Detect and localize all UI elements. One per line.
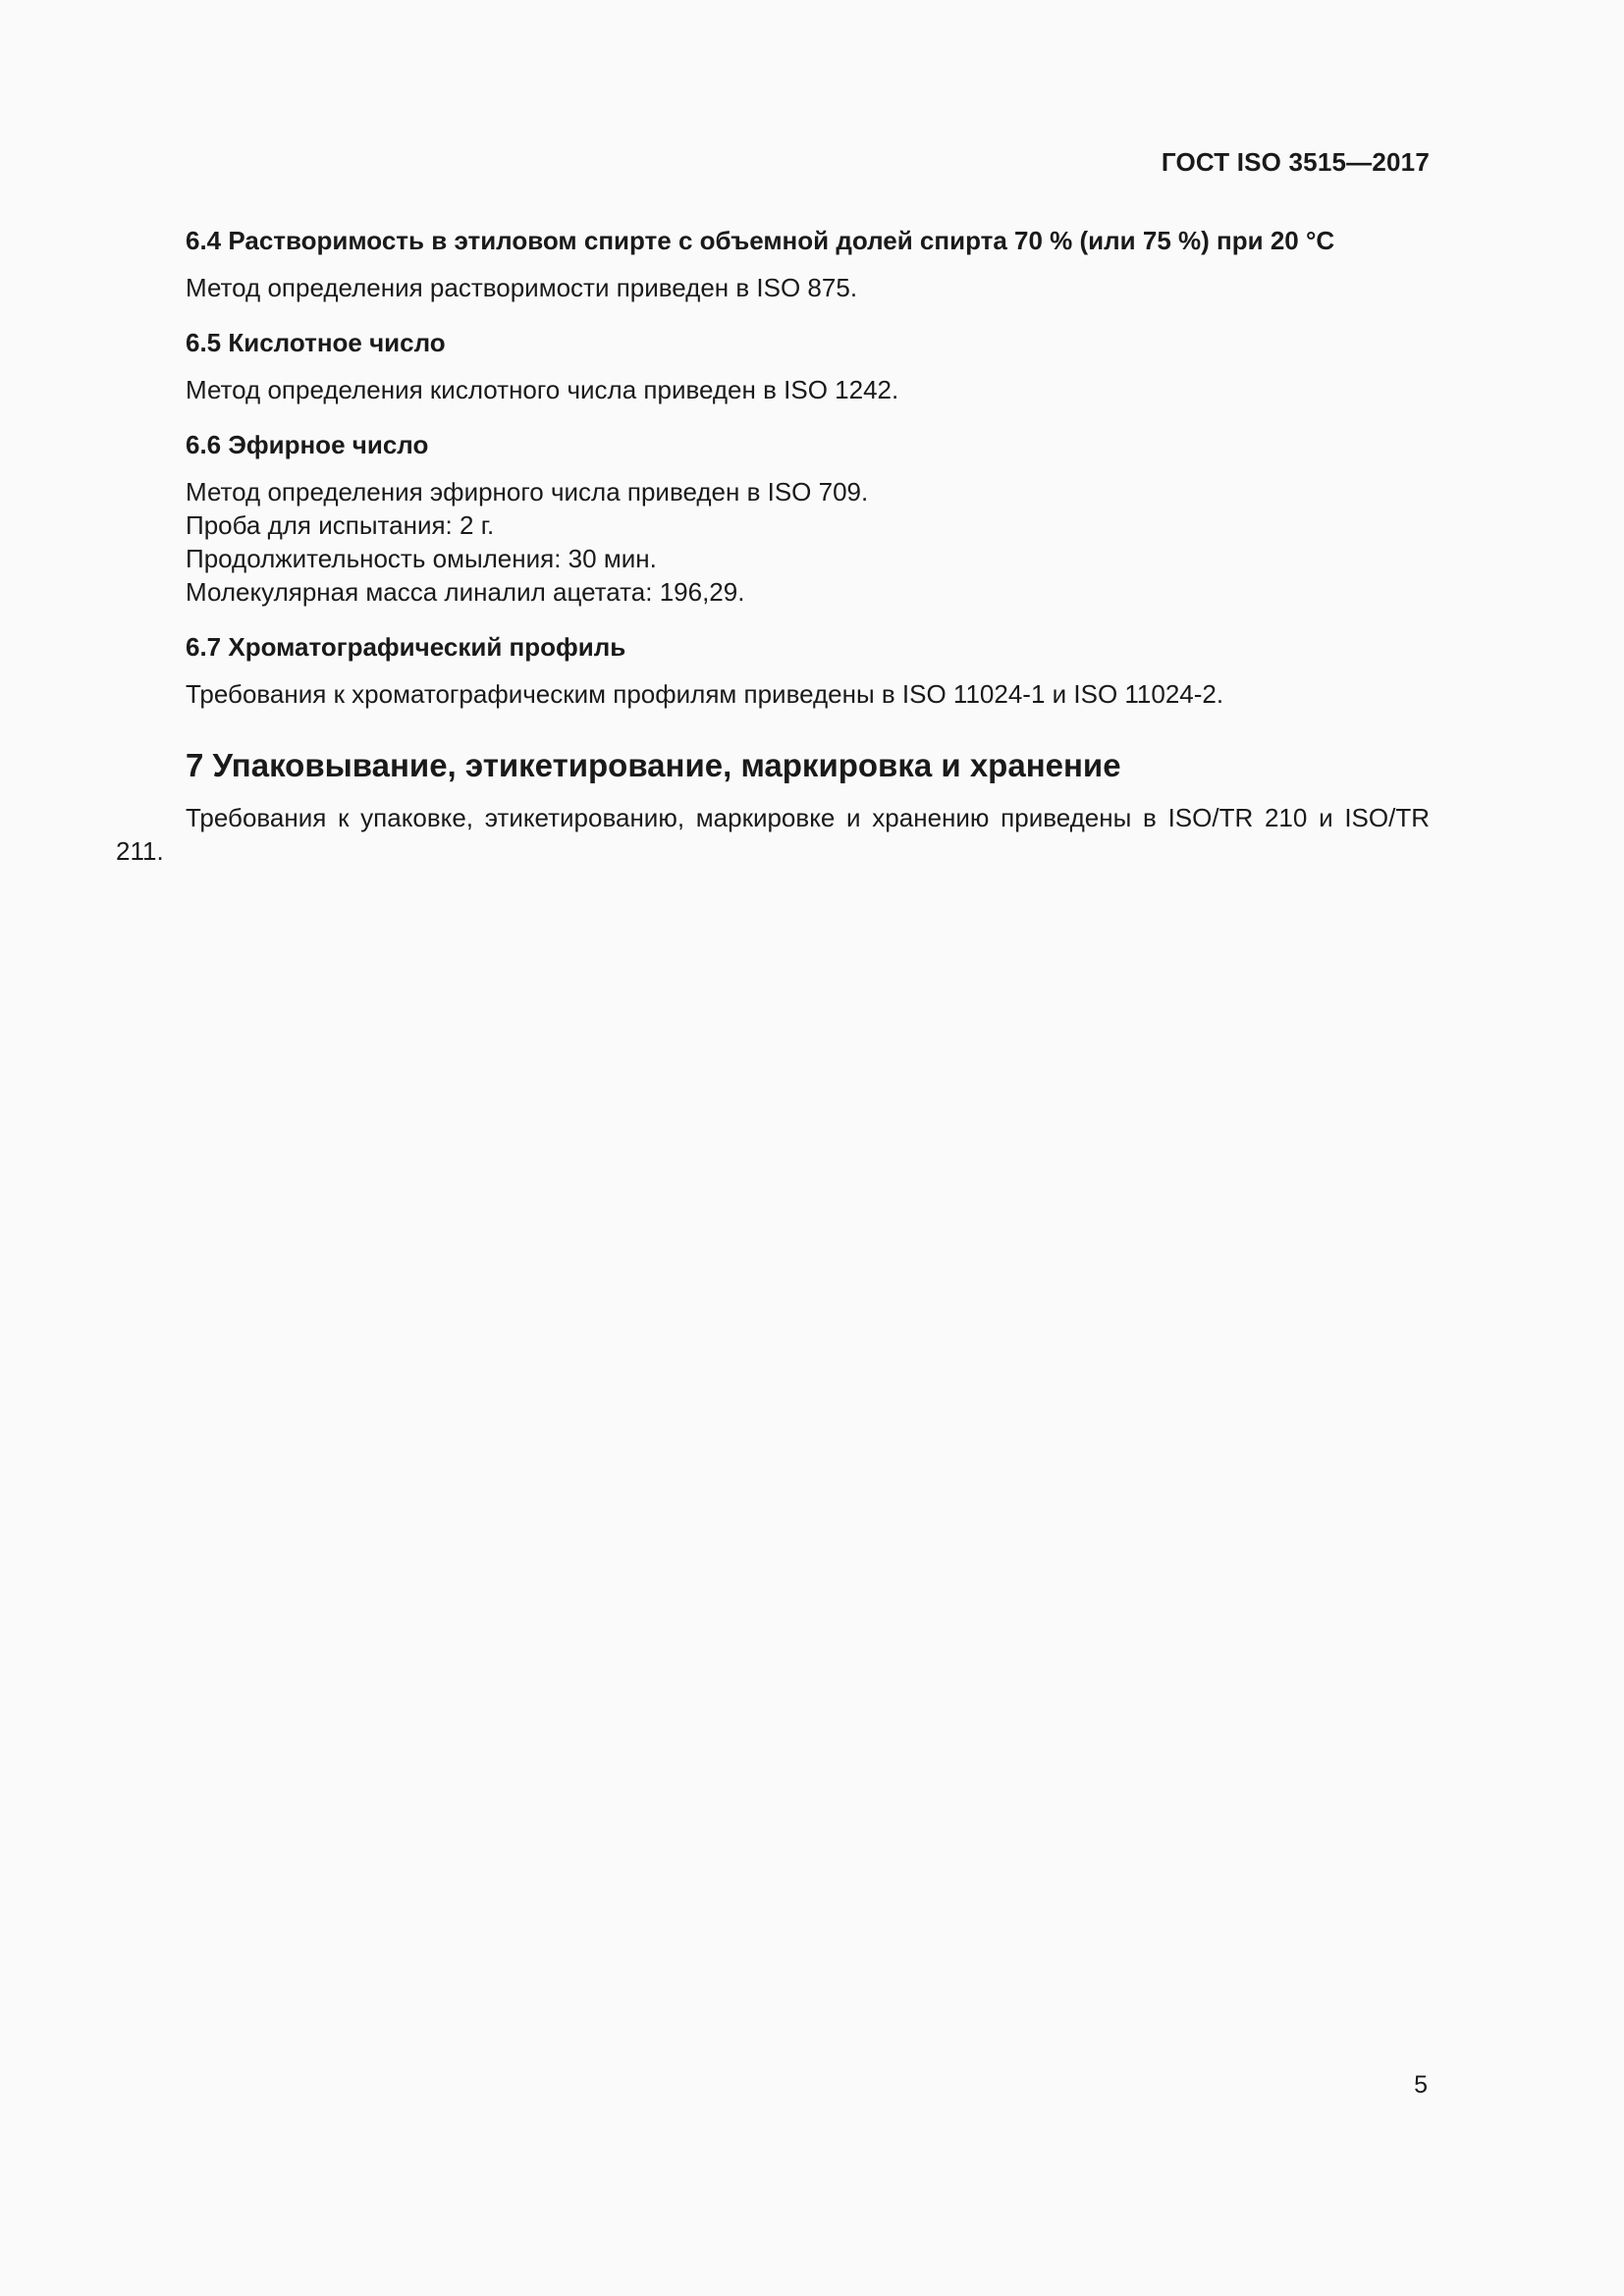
section-7-text: Требования к упаковке, этикетированию, маркировке и хранению приведены в ISO/TR 210 и ISO/TR 211.	[116, 803, 1430, 866]
section-6-6-line: Продолжительность омыления: 30 мин.	[186, 544, 657, 573]
section-7-title: 7 Упаковывание, этикетирование, маркировка и хранение	[186, 747, 1121, 783]
document-code-header: ГОСТ ISO 3515—2017	[1161, 147, 1430, 177]
section-6-5	[116, 326, 1430, 406]
section-6-6-title: 6.6 Эфирное число	[186, 430, 429, 459]
section-7	[116, 744, 1430, 868]
section-6-4	[116, 224, 1430, 304]
section-6-6-line: Метод определения эфирного числа приведен в ISO 709.	[186, 477, 869, 507]
document-body	[116, 224, 1430, 868]
section-6-5-text: Метод определения кислотного числа приведен в ISO 1242.	[186, 375, 899, 404]
section-6-4-text: Метод определения растворимости приведен в ISO 875.	[186, 273, 858, 302]
section-6-7-title: 6.7 Хроматографический профиль	[186, 632, 626, 662]
section-6-6-line: Молекулярная масса линалил ацетата: 196,29.	[186, 577, 745, 607]
section-6-7	[116, 630, 1430, 711]
section-6-6-line: Проба для испытания: 2 г.	[186, 510, 495, 540]
page-number: 5	[1414, 2071, 1428, 2099]
section-6-6	[116, 428, 1430, 609]
section-6-4-title: 6.4 Растворимость в этиловом спирте с объемной долей спирта 70 % (или 75 %) при 20 °С	[186, 226, 1335, 255]
section-6-5-title: 6.5 Кислотное число	[186, 328, 446, 357]
section-6-7-text: Требования к хроматографическим профилям приведены в ISO 11024-1 и ISO 11024-2.	[186, 679, 1224, 709]
